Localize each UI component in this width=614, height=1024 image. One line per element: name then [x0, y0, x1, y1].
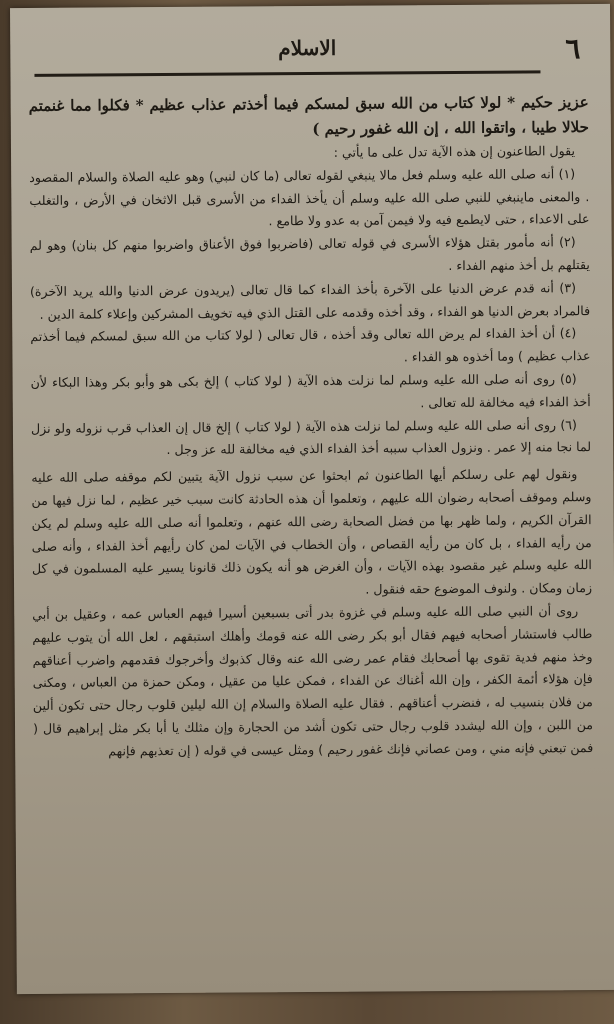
running-title: الاسلام	[278, 35, 337, 61]
book-page	[10, 4, 614, 994]
point-1: (١) أنه صلى الله عليه وسلم فعل مالا ينبغي لقوله تعالى (ما كان لنبي) وهو عليه الصلاة والسلام المقصود . والمعنى ماينبغي للنبي صلى الله عليه وسلم أن يأخذ الفداء من الأسرى قبل الاثخان في الأرض ، والتغلب على الاعداء ، حتى لايطمع فيه ولا فيمن آمن به عدو ولا طامع .	[29, 165, 590, 229]
point-5: (٥) روى أنه صلى الله عليه وسلم لما نزلت هذه الآية ( لولا كتاب ) إلخ بكى هو وأبو بكر وهذا البكاء لأن أخذ الفداء فيه مخالفة لله تعالى .	[30, 371, 591, 411]
point-2: (٢) أنه مأمور بقتل هؤلاء الأسرى في قوله تعالى (فاضربوا فوق الأعناق واضربوا منهم كل بنان) وهو لم يقتلهم بل أخذ منهم الفداء .	[29, 234, 590, 274]
page-number: ٦	[565, 32, 581, 66]
page-header	[34, 28, 580, 80]
point-6: (٦) روى أنه صلى الله عليه وسلم لما نزلت هذه الآية ( لولا كتاب ) إلخ قال إن العذاب قرب نزوله ولو نزل لما نجا منه إلا عمر . ونزول العذاب سببه أخذ الفداء الذي فيه مخالفة لله عز وجل .	[30, 416, 592, 458]
response-paragraph: ونقول لهم على رسلكم أيها الطاعنون ثم ابحثوا عن سبب نزول الآية يتبين لكم موقفه صلى الله عليه وسلم وموقف أصحابه رضوان الله عليهم ، وتعلموا أن هذه الحادثة كانت سبب خير عظيم ، لما نزل فيها من القرآن الكريم ، ولما ظهر بها من فضل الصحابة رضى الله عنهم ، وتعلموا أنه صلى الله عليه وسلم لم يكن من رأيه الفداء ، بل كان من رأيه القصاص ، وأن الخطاب في الآيات لمن كان رأيهم أخذ الفداء ، وأنه صلى الله عليه وسلم غير مقصود بهذه الآيات ، وأن الغرض هو أنه يكون ذلك قانونا يسير عليه المسلمون في كل زمان ومكان . ولنوف الموضوع حقه فنقول .	[31, 466, 593, 597]
point-3: (٣) أنه قدم عرض الدنيا على الآخرة بأخذ الفداء كما قال تعالى (يريدون عرض الدنيا والله يريد الآخرة) فالمراد بعرض الدنيا هو الفداء ، وقد أخذه وقدمه على القتل الذي فيه تخويف المشركين وإعلاء كلمة الدين .	[29, 279, 591, 322]
quran-verse: عزيز حكيم * لولا كتاب من الله سبق لمسكم فيما أخذتم عذاب عظيم * فكلوا مما غنمتم حلالا طيبا ، واتقوا الله ، إن الله غفور رحيم )	[28, 93, 589, 138]
page-body	[29, 90, 595, 950]
intro-paragraph: يقول الطاعنون إن هذه الآية تدل على ما يأتي :	[333, 143, 576, 160]
point-4: (٤) أن أخذ الفداء لم يرض الله تعالى وقد أخذه ، قال تعالى ( لولا كتاب من الله سبق لمسكم فيما أخذتم عذاب عظيم ) وما أخذوه هو الفداء .	[30, 325, 591, 365]
header-rule	[34, 70, 540, 77]
narration-paragraph: روى أن النبي صلى الله عليه وسلم في غزوة بدر أتى بسبعين أسيرا فيهم العباس عمه ، وعقيل بن أبي طالب فاستشار أصحابه فيهم فقال أبو بكر رضى الله عنه قومك وأهلك استبقهم ، لعل الله أن يتوب عليهم وخذ منهم فدية تقوى بها أصحابك فقام عمر رضى الله عنه وقال كذبوك وأخرجوك فقدمهم واضرب أعناقهم فإن هؤلاء أئمة الكفر ، وإن الله أغناك عن الفداء ، فمكن عليا من عقيل ، ومكن حمزة من العباس ، ومكنى من فلان بنسيب له ، فنضرب أعناقهم . فقال عليه الصلاة والسلام إن الله ليلين قلوب رجال حتى تكون ألين من اللبن ، وإن الله ليشدد قلوب رجال حتى تكون أشد من الحجارة وإن مثلك يا أبا بكر مثل إبراهيم قال ( فمن تبعني فإنه مني ، ومن عصاني فإنك غفور رحيم ) ومثل عيسى في قوله ( إن تعذبهم فإنهم	[32, 603, 594, 759]
